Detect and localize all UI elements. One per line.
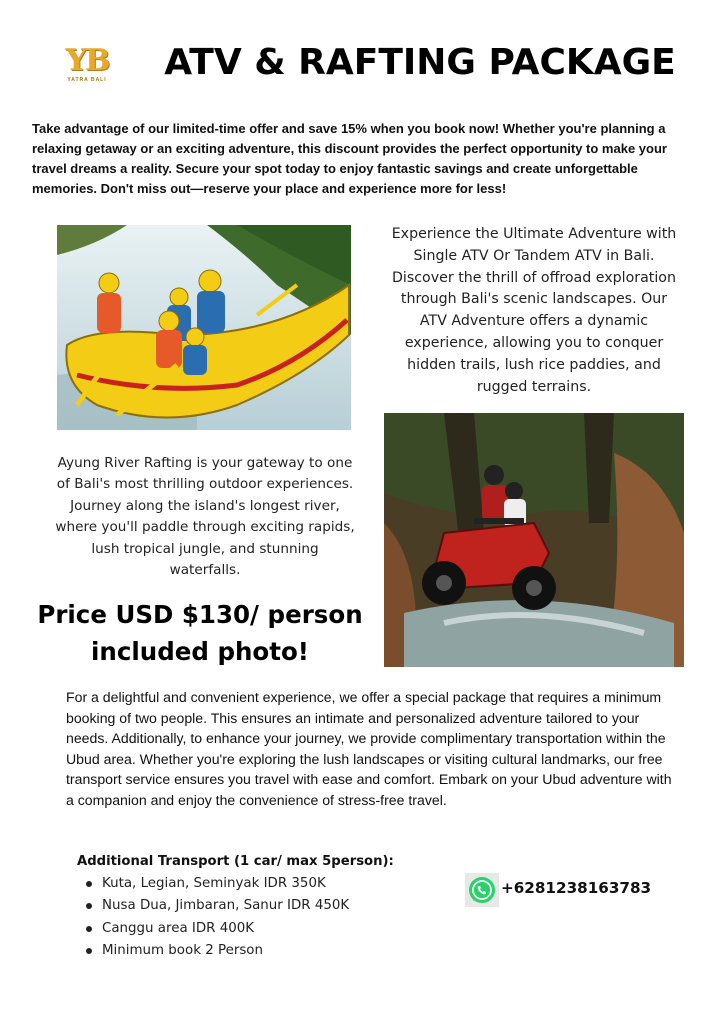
atv-photo bbox=[384, 413, 684, 667]
atv-illustration bbox=[384, 413, 684, 667]
whatsapp-icon[interactable] bbox=[465, 873, 499, 907]
list-item: Minimum book 2 Person bbox=[80, 940, 420, 962]
atv-description: Experience the Ultimate Adventure with Single ATV Or Tandem ATV in Bali. Discover the thrill of offroad exploration through Bali's scenic landscapes. Our ATV Adventure offers a dynamic experience, allowing you to conquer hidden trails, lush rice paddies, and rugged terrains. bbox=[391, 226, 677, 395]
price-banner bbox=[30, 596, 370, 670]
logo-mark: YB bbox=[65, 43, 109, 78]
rafting-description: Ayung River Rafting is your gateway to one of Bali's most thrilling outdoor experiences. Journey along the island's longest river, where you'll paddle through exciting rapids, lush tropical jungle, and stunning waterfalls. bbox=[55, 455, 355, 579]
rafting-photo bbox=[57, 225, 351, 430]
package-description: For a delightful and convenient experience, we offer a special package that requires a minimum booking of two people. This ensures an intimate and personalized adventure tailored to your needs. Additionally, to enhance your journey, we provide complimentary transportation within the Ubud area. Whether you're exploring the lush landscapes or visiting cultural landmarks, our free transport service ensures you travel with ease and comfort. Embark on your Ubud adventure with a companion and enjoy the convenience of stress-free travel. bbox=[66, 689, 672, 808]
brand-logo bbox=[62, 43, 112, 88]
list-item: Canggu area IDR 400K bbox=[80, 918, 420, 940]
price-note: included photo! bbox=[91, 637, 309, 666]
logo-subtitle: YATRA BALI bbox=[67, 77, 107, 83]
page-title: ATV & RAFTING PACKAGE bbox=[164, 42, 676, 83]
list-item: Kuta, Legian, Seminyak IDR 350K bbox=[80, 873, 420, 895]
whatsapp-glyph bbox=[465, 873, 499, 907]
whatsapp-phone[interactable]: +6281238163783 bbox=[501, 879, 652, 897]
rafting-illustration bbox=[57, 225, 351, 430]
list-item: Nusa Dua, Jimbaran, Sanur IDR 450K bbox=[80, 895, 420, 917]
transport-list bbox=[80, 873, 420, 963]
transport-heading: Additional Transport (1 car/ max 5person): bbox=[77, 854, 394, 869]
price-line: Price USD $130/ person bbox=[37, 600, 363, 629]
intro-paragraph: Take advantage of our limited-time offer and save 15% when you book now! Whether you're planning a relaxing getaway or an exciting adventure, this discount provides the perfect opportunity to make your travel dreams a reality. Secure your spot today to enjoy fantastic savings and create unforgettable memories. Don't miss out—reserve your place and experience more for less! bbox=[32, 121, 667, 196]
